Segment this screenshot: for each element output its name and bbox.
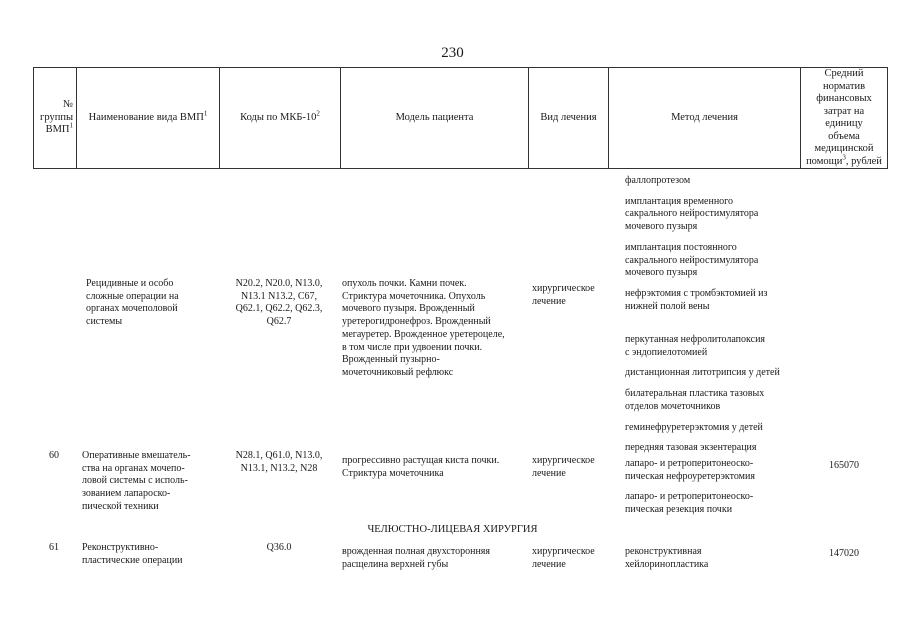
row61-vmp-name-line: пластические операции (82, 554, 183, 566)
methods-bottom-list (625, 334, 780, 455)
method-item-line: с эндопиелотомией (625, 346, 708, 358)
header-line: Наименование вида ВМП$^1$ (88, 109, 208, 123)
treatment-type-recurrent-line: хирургическое (532, 283, 595, 294)
row60-patient-model-line: прогрессивно растущая киста почки. (342, 455, 500, 466)
method-item-line: перкутанная нефролитолапоксия (625, 334, 766, 345)
method-item (625, 367, 780, 380)
row61-methods-line: хейлоринопластика (625, 558, 709, 570)
icd-codes-recurrent-line: N13.1 N13.2, C67, (240, 290, 318, 302)
row61-icd-codes-line: Q36.0 (266, 542, 292, 553)
treatment-type-recurrent (532, 283, 595, 308)
method-item (625, 175, 767, 188)
row60-methods (625, 458, 755, 517)
vmp-name-recurrent-line: сложные операции на (86, 290, 179, 302)
row61-treatment-type (532, 546, 595, 571)
patient-model-recurrent-line: опухоль почки. Камни почек. (342, 278, 467, 289)
row61-treatment-type-line: хирургическое (532, 546, 595, 557)
method-item-line: фаллопротезом (625, 175, 691, 186)
header-line: группы (40, 111, 73, 123)
method-item-line: нефрэктомия с тромбэктомией из (625, 287, 768, 299)
header-line: Вид лечения (540, 111, 597, 123)
row60-treatment-type-line: хирургическое (532, 455, 595, 466)
method-item-line: мочевого пузыря (625, 221, 698, 233)
method-item-line: дистанционная литотрипсия у детей (625, 367, 780, 379)
method-item (625, 388, 780, 413)
row60-icd-codes-line: N28.1, Q61.0, N13.0, (235, 450, 323, 461)
header-line: затрат на единицу (823, 105, 865, 129)
method-item-line: пическая резекция почки (625, 504, 733, 516)
method-item (625, 334, 780, 359)
footnote-marker: 1 (69, 121, 73, 130)
row60-cost: 165070 (829, 460, 859, 471)
header-icd-codes (220, 68, 341, 169)
row60-vmp-name-line: зованием лапароско- (82, 488, 171, 500)
header-line: медицинской (814, 143, 874, 154)
row60-treatment-type (532, 455, 595, 480)
method-item-line: лапаро- и ретроперитонеоско- (625, 458, 754, 469)
method-item-line: отделов мочеточников (625, 400, 721, 412)
row60-number: 60 (49, 450, 59, 461)
header-line: финансовых (816, 93, 872, 104)
header-line: № (62, 99, 73, 111)
method-item-line: нижней полой вены (625, 300, 710, 312)
treatment-type-recurrent-line: лечение (532, 295, 566, 307)
header-line: помощи$^3$, рублей (806, 153, 882, 167)
row60-vmp-name-line: ловой системы с исполь- (82, 475, 188, 487)
patient-model-recurrent-line: Стриктура мочеточника. Опухоль (342, 290, 486, 302)
method-item-line: сакрального нейростимулятора (625, 208, 759, 220)
header-line: Метод лечения (671, 111, 738, 123)
patient-model-recurrent-line: мочеточниковый рефлюкс (342, 366, 454, 378)
methods-top-list (625, 175, 767, 313)
method-item-line: геминефруретерэктомия у детей (625, 421, 763, 433)
icd-codes-recurrent-line: Q62.7 (266, 316, 292, 328)
row61-cost: 147020 (829, 548, 859, 559)
footnote-marker: 3 (842, 153, 846, 161)
method-item-line: мочевого пузыря (625, 267, 698, 279)
page-number: 230 (441, 45, 464, 61)
row61-patient-model (342, 546, 490, 571)
method-item (625, 242, 767, 280)
patient-model-recurrent-line: в том числе при удвоении почки. (342, 341, 483, 353)
method-item (625, 196, 767, 234)
icd-codes-recurrent-line: Q62.1, Q62.2, Q62.3, (235, 303, 323, 315)
vmp-name-recurrent-line: системы (86, 316, 123, 328)
vmp-name-recurrent-line: органах мочеполовой (86, 303, 178, 315)
row61-patient-model-line: врожденная полная двухсторонняя (342, 546, 491, 557)
row61-number: 61 (49, 542, 59, 553)
row60-vmp-name (82, 450, 191, 514)
patient-model-recurrent-line: Врожденный пузырно- (342, 354, 440, 366)
method-item (625, 458, 755, 483)
method-item (625, 491, 755, 516)
row60-treatment-type-line: лечение (532, 467, 566, 479)
row61-vmp-name-line: Реконструктивно- (82, 542, 159, 553)
row60-patient-model (342, 455, 499, 480)
icd-codes-recurrent (222, 278, 336, 329)
method-item-line: билатеральная пластика тазовых (625, 388, 765, 400)
method-item-line: имплантация временного (625, 195, 734, 207)
header-vmp-name (77, 68, 220, 169)
row60-vmp-name-line: ства на органах мочепо- (82, 462, 185, 474)
section-title: ЧЕЛЮСТНО-ЛИЦЕВАЯ ХИРУРГИЯ (367, 524, 538, 535)
row60-icd-codes (222, 450, 336, 475)
header-line: Коды по МКБ-$10^2$ (240, 109, 320, 123)
patient-model-recurrent (342, 278, 505, 380)
row61-patient-model-line: расщелина верхней губы (342, 558, 449, 570)
header-patient-model (341, 68, 529, 169)
header-line: Модель пациента (395, 111, 474, 123)
row61-treatment-type-line: лечение (532, 558, 566, 570)
patient-model-recurrent-line: уретерогидронефроз. Врожденный (342, 316, 491, 328)
method-item (625, 442, 780, 455)
method-item-line: имплантация постоянного (625, 241, 737, 253)
method-item-line: передняя тазовая экзентерация (625, 442, 757, 454)
icd-codes-recurrent-line: N20.2, N20.0, N13.0, (235, 278, 323, 289)
method-item (625, 422, 780, 435)
row60-vmp-name-line: пической техники (82, 500, 159, 512)
row61-vmp-name (82, 542, 183, 567)
header-treatment-method (609, 68, 801, 169)
method-item-line: сакрального нейростимулятора (625, 254, 759, 266)
header-cost-norm (801, 68, 888, 169)
header-treatment-type (529, 68, 609, 169)
row61-methods (625, 546, 708, 571)
patient-model-recurrent-line: мегауретер. Врожденное уретероцеле, (342, 328, 505, 340)
header-line: Средний (824, 68, 864, 79)
row61-methods-line: реконструктивная (625, 546, 702, 557)
method-item (625, 288, 767, 313)
method-item-line: лапаро- и ретроперитонеоско- (625, 491, 754, 503)
row60-icd-codes-line: N13.1, N13.2, N28 (240, 462, 318, 474)
row61-icd-codes (222, 542, 336, 555)
table-header (33, 67, 888, 169)
vmp-name-recurrent-line: Рецидивные и особо (86, 278, 174, 289)
header-line: ВМП$^1$ (45, 121, 73, 136)
header-line: норматив (822, 80, 866, 92)
row60-vmp-name-line: Оперативные вмешатель- (82, 450, 191, 461)
row60-patient-model-line: Стриктура мочеточника (342, 467, 444, 479)
method-item-line: пическая нефроуретерэктомия (625, 470, 755, 482)
patient-model-recurrent-line: мочевого пузыря. Врожденный (342, 303, 475, 315)
footnote-marker: 2 (316, 109, 320, 118)
header-line: объема (828, 130, 860, 142)
header-group-number (34, 68, 77, 169)
footnote-marker: 1 (203, 109, 208, 118)
vmp-name-recurrent (86, 278, 179, 329)
